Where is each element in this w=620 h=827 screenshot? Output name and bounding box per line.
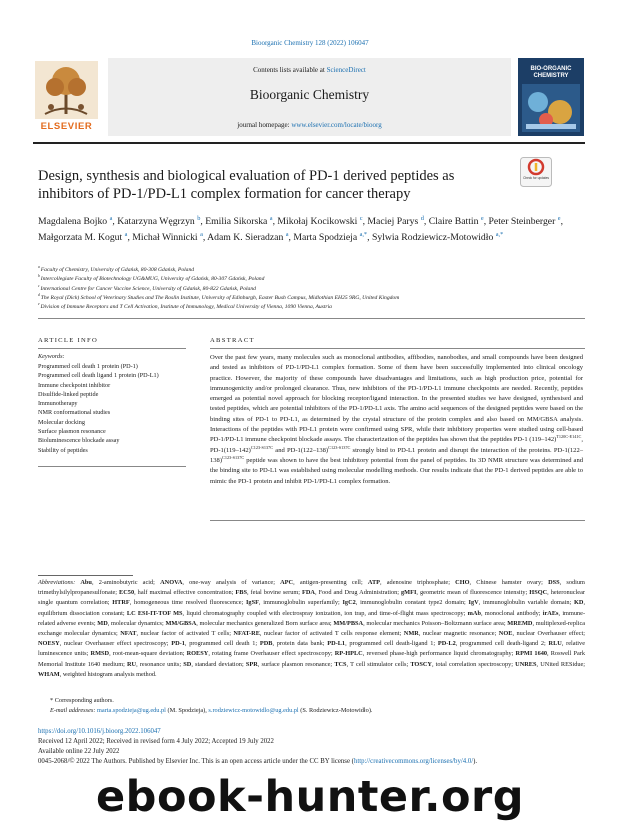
abbreviation-definition: rotating frame Overhauser effect spectroscopy bbox=[212, 650, 331, 658]
journal-cover-image bbox=[518, 58, 584, 136]
available-online-date: Available online 22 July 2022 bbox=[38, 748, 120, 755]
abbreviation-term: RU bbox=[126, 660, 137, 668]
abbreviation-term: NFAT bbox=[120, 630, 137, 638]
check-for-updates-badge[interactable] bbox=[520, 157, 552, 187]
author-name: Peter Steinberger bbox=[488, 216, 556, 227]
abbreviation-term: mAb bbox=[467, 609, 481, 617]
abbreviation-term: Abu bbox=[80, 579, 92, 586]
abbreviation-term: SD bbox=[183, 660, 192, 668]
abbreviation-definition: molecular mechanics Poisson–Boltzmann surface area bbox=[366, 619, 504, 627]
abbreviation-definition: relative luminescence units bbox=[38, 640, 585, 658]
abbreviation-term: SPR bbox=[245, 660, 258, 668]
homepage-prefix: journal homepage: bbox=[237, 121, 292, 129]
abstract-bottom-rule bbox=[210, 520, 585, 521]
abbreviation-definition: monoclonal antibody bbox=[484, 609, 539, 617]
abbreviation-definition: immunoglobulin constant type2 domain bbox=[360, 599, 465, 607]
abbreviation-definition: molecular mechanics generalized Born surface area bbox=[199, 619, 330, 627]
abbreviation-definition: T cell stimulator cells bbox=[350, 660, 407, 668]
watermark-text: ebook-hunter.org bbox=[96, 772, 524, 822]
abbreviation-definition: Roswell Park Memorial Institute 1640 medium bbox=[38, 650, 586, 668]
abbreviation-definition: nuclear Overhauser effect bbox=[516, 630, 584, 638]
abbreviations-label: Abbreviations: bbox=[38, 579, 76, 586]
author-name: Magdalena Bojko bbox=[38, 216, 108, 227]
abbreviation-term: PD-L2 bbox=[437, 640, 456, 648]
affiliation-key: b bbox=[38, 274, 41, 279]
abstract-sup-1: T120C-E141C bbox=[556, 434, 582, 440]
keywords-list bbox=[38, 362, 188, 455]
abbreviation-term: WHAM bbox=[38, 670, 60, 678]
journal-name: Bioorganic Chemistry bbox=[249, 87, 370, 102]
author-name: Adam K. Sieradzan bbox=[207, 232, 284, 243]
abbreviation-term: RMSD bbox=[90, 650, 110, 658]
author-affiliation-marker[interactable]: a bbox=[285, 230, 289, 238]
abbreviation-definition: heteronuclear single quantum correlation bbox=[38, 589, 585, 607]
author-affiliation-marker[interactable]: a,* bbox=[495, 230, 504, 238]
abbreviation-definition: nuclear factor of activated T cells response element bbox=[263, 630, 400, 638]
abbreviation-definition: Food and Drug Administration bbox=[318, 589, 398, 597]
author-affiliation-marker[interactable]: d bbox=[420, 214, 424, 222]
abbreviation-term: ATP bbox=[367, 579, 380, 586]
keyword-item: Bioluminescence blockade assay bbox=[38, 437, 120, 445]
keyword-item: Immunotherapy bbox=[38, 400, 78, 408]
abbreviation-definition: protein data bank bbox=[276, 640, 323, 648]
abbreviation-term: RLU bbox=[548, 640, 562, 648]
license-suffix: ). bbox=[473, 758, 478, 765]
email-link-1[interactable]: marta.spodzieja@ug.edu.pl bbox=[97, 707, 166, 714]
abbreviation-term: CHO bbox=[455, 579, 470, 586]
author-affiliation-marker[interactable]: c bbox=[359, 214, 363, 222]
abbreviation-term: IgC2 bbox=[342, 599, 356, 607]
abbreviation-term: PD-1 bbox=[171, 640, 185, 648]
abbreviation-term: DSS bbox=[548, 579, 560, 586]
author-affiliation-marker[interactable]: a bbox=[269, 214, 273, 222]
affiliation-item bbox=[38, 294, 578, 303]
affiliation-text: The Royal (Dick) School of Veterinary Studies and The Roslin Institute, University of Edinburgh, Easter Bush Campus, Midlothian EH25 9RG, United Kingdom bbox=[40, 294, 400, 301]
affiliation-item bbox=[38, 285, 578, 294]
affiliation-list bbox=[38, 266, 578, 312]
email-label: E-mail addresses: bbox=[50, 707, 97, 714]
email-addresses bbox=[50, 707, 373, 714]
abbreviation-term: PD-L1 bbox=[327, 640, 346, 648]
abbreviation-term: MREMD bbox=[507, 619, 533, 627]
abbreviation-term: MM/PBSA bbox=[333, 619, 364, 627]
email-link-2[interactable]: s.rodziewicz-motowidlo@ug.edu.pl bbox=[208, 707, 299, 714]
abstract-text bbox=[210, 353, 583, 487]
elsevier-wordmark: ELSEVIER bbox=[40, 121, 93, 132]
abbreviation-definition: programmed cell death 1 bbox=[189, 640, 256, 648]
cover-title: BIO-ORGANIC CHEMISTRY bbox=[530, 66, 572, 79]
keyword-item: NMR conformational studies bbox=[38, 409, 111, 417]
abbreviation-definition: nuclear magnetic resonance bbox=[422, 630, 495, 638]
abstract-sup-3: C123-S137C bbox=[328, 444, 351, 450]
abbreviation-definition: immunoglobulin superfamily bbox=[263, 599, 338, 607]
abbreviation-definition: programmed cell death-ligand 1 bbox=[349, 640, 434, 648]
abbreviation-term: LC ESI-IT-TOF MS bbox=[126, 609, 183, 617]
abbreviation-term: MM/GBSA bbox=[165, 619, 197, 627]
author-list: Magdalena Bojko $^a$, Katarzyna Węgrzyn $^b$, Emilia Sikorska $^a$, Mikołaj Kocikowski $^c$, Maciej Parys $^d$, Claire Battin $^e$, Peter Steinberger $^e$, Małgorzata M. Kogut $^a$, Michał Winnicki $^a$, Adam K. Sieradzan $^a$, Marta Spodzieja $^{a,*}$, Sylwia Rodziewicz-Motowidło $^{a,*}$ bbox=[38, 214, 563, 243]
author-name: Maciej Parys bbox=[367, 216, 419, 227]
author-affiliation-marker[interactable]: e bbox=[480, 214, 484, 222]
abbreviation-term: IgSF bbox=[245, 599, 259, 607]
contents-prefix: Contents lists available at bbox=[253, 66, 327, 74]
license-prefix: 0045-2068/© 2022 The Authors. Published by Elsevier Inc. This is an open access article under the CC BY license ( bbox=[38, 758, 354, 765]
author-affiliation-marker[interactable]: e bbox=[557, 214, 561, 222]
affiliation-item bbox=[38, 275, 578, 284]
abbreviation-term: TCS bbox=[334, 660, 347, 668]
check-updates-icon bbox=[520, 157, 552, 187]
abstract-part-2: , PD-1(119–142) bbox=[210, 436, 583, 454]
abbreviation-definition: reversed phase-high performance liquid chromatography bbox=[366, 650, 512, 658]
abbreviation-term: FBS bbox=[235, 589, 247, 597]
abbreviation-definition: half maximal effective concentration bbox=[137, 589, 232, 597]
abbreviation-definition: liquid chromatography coupled with electrospray ionization, ion trap, and time-of-flight mass spectroscopy bbox=[186, 609, 464, 617]
footnote-rule bbox=[38, 575, 133, 576]
abbreviation-definition: antigen-presenting cell bbox=[299, 579, 361, 586]
affiliation-text: Division of Immune Receptors and T Cell Activation, Institute of Immunology, Medical University of Vienna, 1090 Vienna, Austria bbox=[40, 304, 332, 311]
corresponding-authors-note: * Corresponding authors. bbox=[50, 697, 114, 704]
author-name: Sylwia Rodziewicz-Motowidło bbox=[371, 232, 494, 243]
sciencedirect-link[interactable]: ScienceDirect bbox=[326, 66, 366, 74]
article-title: Design, synthesis and biological evaluation of PD-1 derived peptides as inhibitors of PD-1/PD-L1 complex formation for cancer therapy bbox=[38, 168, 455, 202]
email-name-1: (M. Spodzieja), bbox=[165, 707, 209, 714]
author-affiliation-marker[interactable]: a bbox=[200, 230, 203, 238]
abbreviation-definition: surface plasmon resonance bbox=[261, 660, 331, 668]
abbreviation-definition: weighted histogram analysis method bbox=[62, 670, 156, 678]
abbreviation-term: irAEs bbox=[542, 609, 559, 617]
abbreviation-term: IgV bbox=[468, 599, 479, 607]
abstract-sup-4: C123-S137C bbox=[222, 454, 245, 460]
author-name: Michał Winnicki bbox=[132, 232, 198, 243]
received-dates: Received 12 April 2022; Received in revised form 4 July 2022; Accepted 19 July 2022 bbox=[38, 738, 274, 745]
abstract-heading: ABSTRACT bbox=[210, 337, 255, 344]
author-name: Małgorzata M. Kogut bbox=[38, 232, 123, 243]
abbreviation-definition: standard deviation bbox=[195, 660, 242, 668]
affiliation-item bbox=[38, 266, 578, 275]
abbreviation-definition: Chinese hamster ovary bbox=[476, 579, 542, 586]
abbreviation-definition: nuclear factor of activated T cells bbox=[140, 630, 230, 638]
abbreviation-definition: homogeneous time resolved fluorescence bbox=[134, 599, 242, 607]
abbreviation-definition: immune-related adverse events bbox=[38, 609, 586, 627]
affiliation-key: e bbox=[38, 302, 41, 307]
abbreviation-definition: programmed cell death-ligand 2 bbox=[460, 640, 545, 648]
author-name: Emilia Sikorska bbox=[205, 216, 268, 227]
license-link[interactable]: http://creativecommons.org/licenses/by/4.0/ bbox=[353, 758, 474, 765]
abbreviation-term: UNRES bbox=[515, 660, 537, 668]
abbreviation-term: APC bbox=[280, 579, 294, 586]
keyword-item: Programmed cell death ligand 1 protein (PD-L1) bbox=[38, 372, 159, 380]
abbreviation-term: TOSCY bbox=[410, 660, 432, 668]
license-line bbox=[38, 758, 598, 765]
abstract-part-3: and PD-1(122–138) bbox=[273, 446, 329, 454]
abbreviation-term: gMFI bbox=[401, 589, 417, 597]
affiliation-text: Intercollegiate Faculty of Biotechnology UG&MUG, University of Gdańsk, 80-307 Gdańsk, Poland bbox=[40, 276, 265, 283]
abbreviation-definition: molecular dynamics bbox=[111, 619, 163, 627]
abbreviation-definition: root-mean-square deviation bbox=[112, 650, 183, 658]
keyword-item: Programmed cell death 1 protein (PD-1) bbox=[38, 363, 138, 370]
abbreviation-term: NMR bbox=[403, 630, 419, 638]
abbreviation-term: ROESY bbox=[186, 650, 209, 658]
homepage-link[interactable]: www.elsevier.com/locate/bioorg bbox=[291, 121, 382, 129]
abbreviation-term: RPMI 1640 bbox=[515, 650, 548, 658]
abbreviation-term: HTRF bbox=[112, 599, 130, 607]
author-affiliation-marker[interactable]: a bbox=[109, 214, 113, 222]
keyword-item: Stability of peptides bbox=[38, 446, 88, 454]
keywords-label: Keywords: bbox=[38, 353, 65, 360]
affiliation-item bbox=[38, 303, 578, 312]
abbreviation-definition: immunoglobulin variable domain bbox=[482, 599, 570, 607]
abbreviation-definition: geometric mean of fluorescence intensity bbox=[420, 589, 526, 597]
abbreviation-definition: sodium trimethylsilylpropanesulfonate bbox=[38, 579, 585, 597]
author-affiliation-marker[interactable]: a,* bbox=[359, 230, 368, 238]
affiliation-key: a bbox=[38, 265, 41, 270]
affiliation-key: c bbox=[38, 283, 41, 288]
abbreviations-footnote: Abbreviations: Abu, 2-aminobutyric acid; ANOVA, one-way analysis of variance; APC, antigen-presenting cell; ATP, adenosine triphosphate; CHO, Chinese hamster ovary; DSS, sodium trimethylsilylpropanesulfonate; EC50, half maximal effective concentration; FBS, fetal bovine serum; FDA, Food and Drug Administration; gMFI, geometric mean of fluorescence intensity; HSQC, heteronuclear single quantum correlation; HTRF, homogeneous time resolved fluorescence; IgSF, immunoglobulin superfamily; IgC2, immunoglobulin constant type2 domain; IgV, immunoglobulin variable domain; KD, equilibrium dissociation constant; LC ESI-IT-TOF MS, liquid chromatography coupled with electrospray ionization, ion trap, and time-of-flight mass spectroscopy; mAb, monoclonal antibody; irAEs, immune-related adverse events; MD, molecular dynamics; MM/GBSA, molecular mechanics generalized Born surface area; MM/PBSA, molecular mechanics Poisson–Boltzmann surface area; MREMD, multiplexed-replica exchange molecular dynamics; NFAT, nuclear factor of activated T cells; NFAT-RE, nuclear factor of activated T cells response element; NMR, nuclear magnetic resonance; NOE, nuclear Overhauser effect; NOESY, nuclear Overhauser effect spectroscopy; PD-1, programmed cell death 1; PDB, protein data bank; PD-L1, programmed cell death-ligand 1; PD-L2, programmed cell death-ligand 2; RLU, relative luminescence units; RMSD, root-mean-square deviation; ROESY, rotating frame Overhauser effect spectroscopy; RP-HPLC, reversed phase-high performance liquid chromatography; RPMI 1640, Roswell Park Memorial Institute 1640 medium; RU, resonance units; SD, standard deviation; SPR, surface plasmon resonance; TCS, T cell stimulator cells; TOSCY, total correlation spectroscopy; UNRES, UNited RESidue; WHAM, weighted histogram analysis method. bbox=[38, 579, 586, 678]
abbreviation-definition: one-way analysis of variance bbox=[189, 579, 274, 586]
author-affiliation-marker[interactable]: b bbox=[197, 214, 201, 222]
affiliation-rule bbox=[38, 318, 585, 319]
header-rule bbox=[33, 142, 585, 144]
abbreviation-term: PDB bbox=[259, 640, 273, 648]
abbreviation-term: NOESY bbox=[38, 640, 60, 648]
contents-line bbox=[108, 66, 511, 74]
homepage-line bbox=[108, 121, 511, 129]
abbreviation-term: EC50 bbox=[119, 589, 135, 597]
article-info-rule bbox=[38, 348, 186, 349]
abbreviation-definition: UNited RESidue bbox=[540, 660, 584, 668]
author-affiliation-marker[interactable]: a bbox=[124, 230, 128, 238]
abbreviation-definition: equilibrium dissociation constant bbox=[38, 609, 123, 617]
abstract-part-5: peptide was shown to have the best inhibitory potential from the panel of peptides. Its 3D NMR structure was determined and the binding site to PD-L1 was established using molecular modelling methods. Our results indicate that the PD-1 derived peptides are able to mimic the PD-1 protein and inhibit PD-1/PD-L1 complex formation. bbox=[210, 456, 583, 485]
cover-artwork bbox=[522, 84, 580, 132]
abbreviation-definition: resonance units bbox=[139, 660, 180, 668]
affiliation-text: Faculty of Chemistry, University of Gdańsk, 80-308 Gdańsk, Poland bbox=[40, 267, 195, 273]
abbreviation-term: NFAT-RE bbox=[233, 630, 260, 638]
affiliation-text: International Centre for Cancer Vaccine Science, University of Gdańsk, 80-822 Gdańsk, Poland bbox=[40, 285, 256, 292]
author-name: Katarzyna Węgrzyn bbox=[117, 216, 195, 227]
journal-citation[interactable]: Bioorganic Chemistry 128 (2022) 106047 bbox=[251, 39, 369, 47]
author-name: Claire Battin bbox=[428, 216, 479, 227]
abbreviation-definition: adenosine triphosphate bbox=[386, 579, 449, 586]
abbreviation-definition: total correlation spectroscopy bbox=[435, 660, 512, 668]
keyword-item: Molecular docking bbox=[38, 418, 85, 426]
abstract-part-4: strongly bind to PD-L1 protein and disrupt the interaction of the proteins. PD-1(122–138) bbox=[210, 446, 583, 464]
abbreviation-term: KD bbox=[574, 599, 584, 607]
abbreviation-definition: 2-aminobutyric acid bbox=[98, 579, 154, 586]
article-info-heading: ARTICLE INFO bbox=[38, 337, 99, 344]
affiliation-key: d bbox=[38, 293, 41, 298]
abbreviation-definition: fetal bovine serum bbox=[250, 589, 299, 597]
check-updates-label: Check for updates bbox=[523, 176, 549, 180]
keyword-item: Disulfide-linked peptide bbox=[38, 390, 99, 398]
abbreviation-term: MD bbox=[97, 619, 108, 627]
abbreviation-term: HSQC bbox=[529, 589, 548, 597]
keywords-bottom-rule bbox=[38, 466, 186, 467]
abbreviation-term: FDA bbox=[302, 589, 315, 597]
email-name-2: (S. Rodziewicz-Motowidło). bbox=[298, 707, 373, 714]
author-name: Mikołaj Kocikowski bbox=[277, 216, 358, 227]
author-name: Marta Spodzieja bbox=[293, 232, 358, 243]
doi-link[interactable]: https://doi.org/10.1016/j.bioorg.2022.106047 bbox=[38, 728, 161, 735]
abbreviation-term: ANOVA bbox=[160, 579, 183, 586]
abbreviation-definition: nuclear Overhauser effect spectroscopy bbox=[64, 640, 167, 648]
abbreviation-definition: multiplexed-replica exchange molecular dynamics bbox=[38, 619, 586, 638]
abbreviation-term: NOE bbox=[498, 630, 513, 638]
abstract-sup-2: C123-S137C bbox=[250, 444, 274, 450]
keyword-item: Surface plasmon resonance bbox=[38, 428, 106, 436]
abstract-rule bbox=[210, 348, 585, 349]
abbreviation-term: RP-HPLC bbox=[334, 650, 363, 658]
keyword-item: Immune checkpoint inhibitor bbox=[38, 381, 111, 389]
abstract-part-1: Over the past few years, many molecules such as monoclonal antibodies, affibodies, nanobodies, and small compounds have been designed and tested as inhibitors of PD-1/PD-L1 complex formation. Some of them have been successfully implemented into clinical oncology practice. However, the majority of these compounds have disadvantages and limitations, such as high production price, potential for immunogenicity and/or prolonged clearance. Thus, new inhibitors of the PD-1/PD-L1 immune checkpoints are needed. Recently, peptides emerged as potential novel approach for blocking receptor/ligand interaction. In the presented studies we have designed, synthesised and tested peptides, which are potential inhibitors of the PD-1/PD-L1 axis. The amino acid sequences of the designed peptides were based on the binding sites of PD-1 to PD-L1, as determined by the crystal structure of the protein complex and also based on MM/GBSA analysis. Interactions of the peptides with PD-L1 protein were confirmed using SPR, while their inhibitory properties were studied using cell-based PD-1/PD-L1 immune checkpoint blockade assays. The characterization of the peptides has shown that the peptides PD-1 (119–142) bbox=[210, 354, 583, 444]
